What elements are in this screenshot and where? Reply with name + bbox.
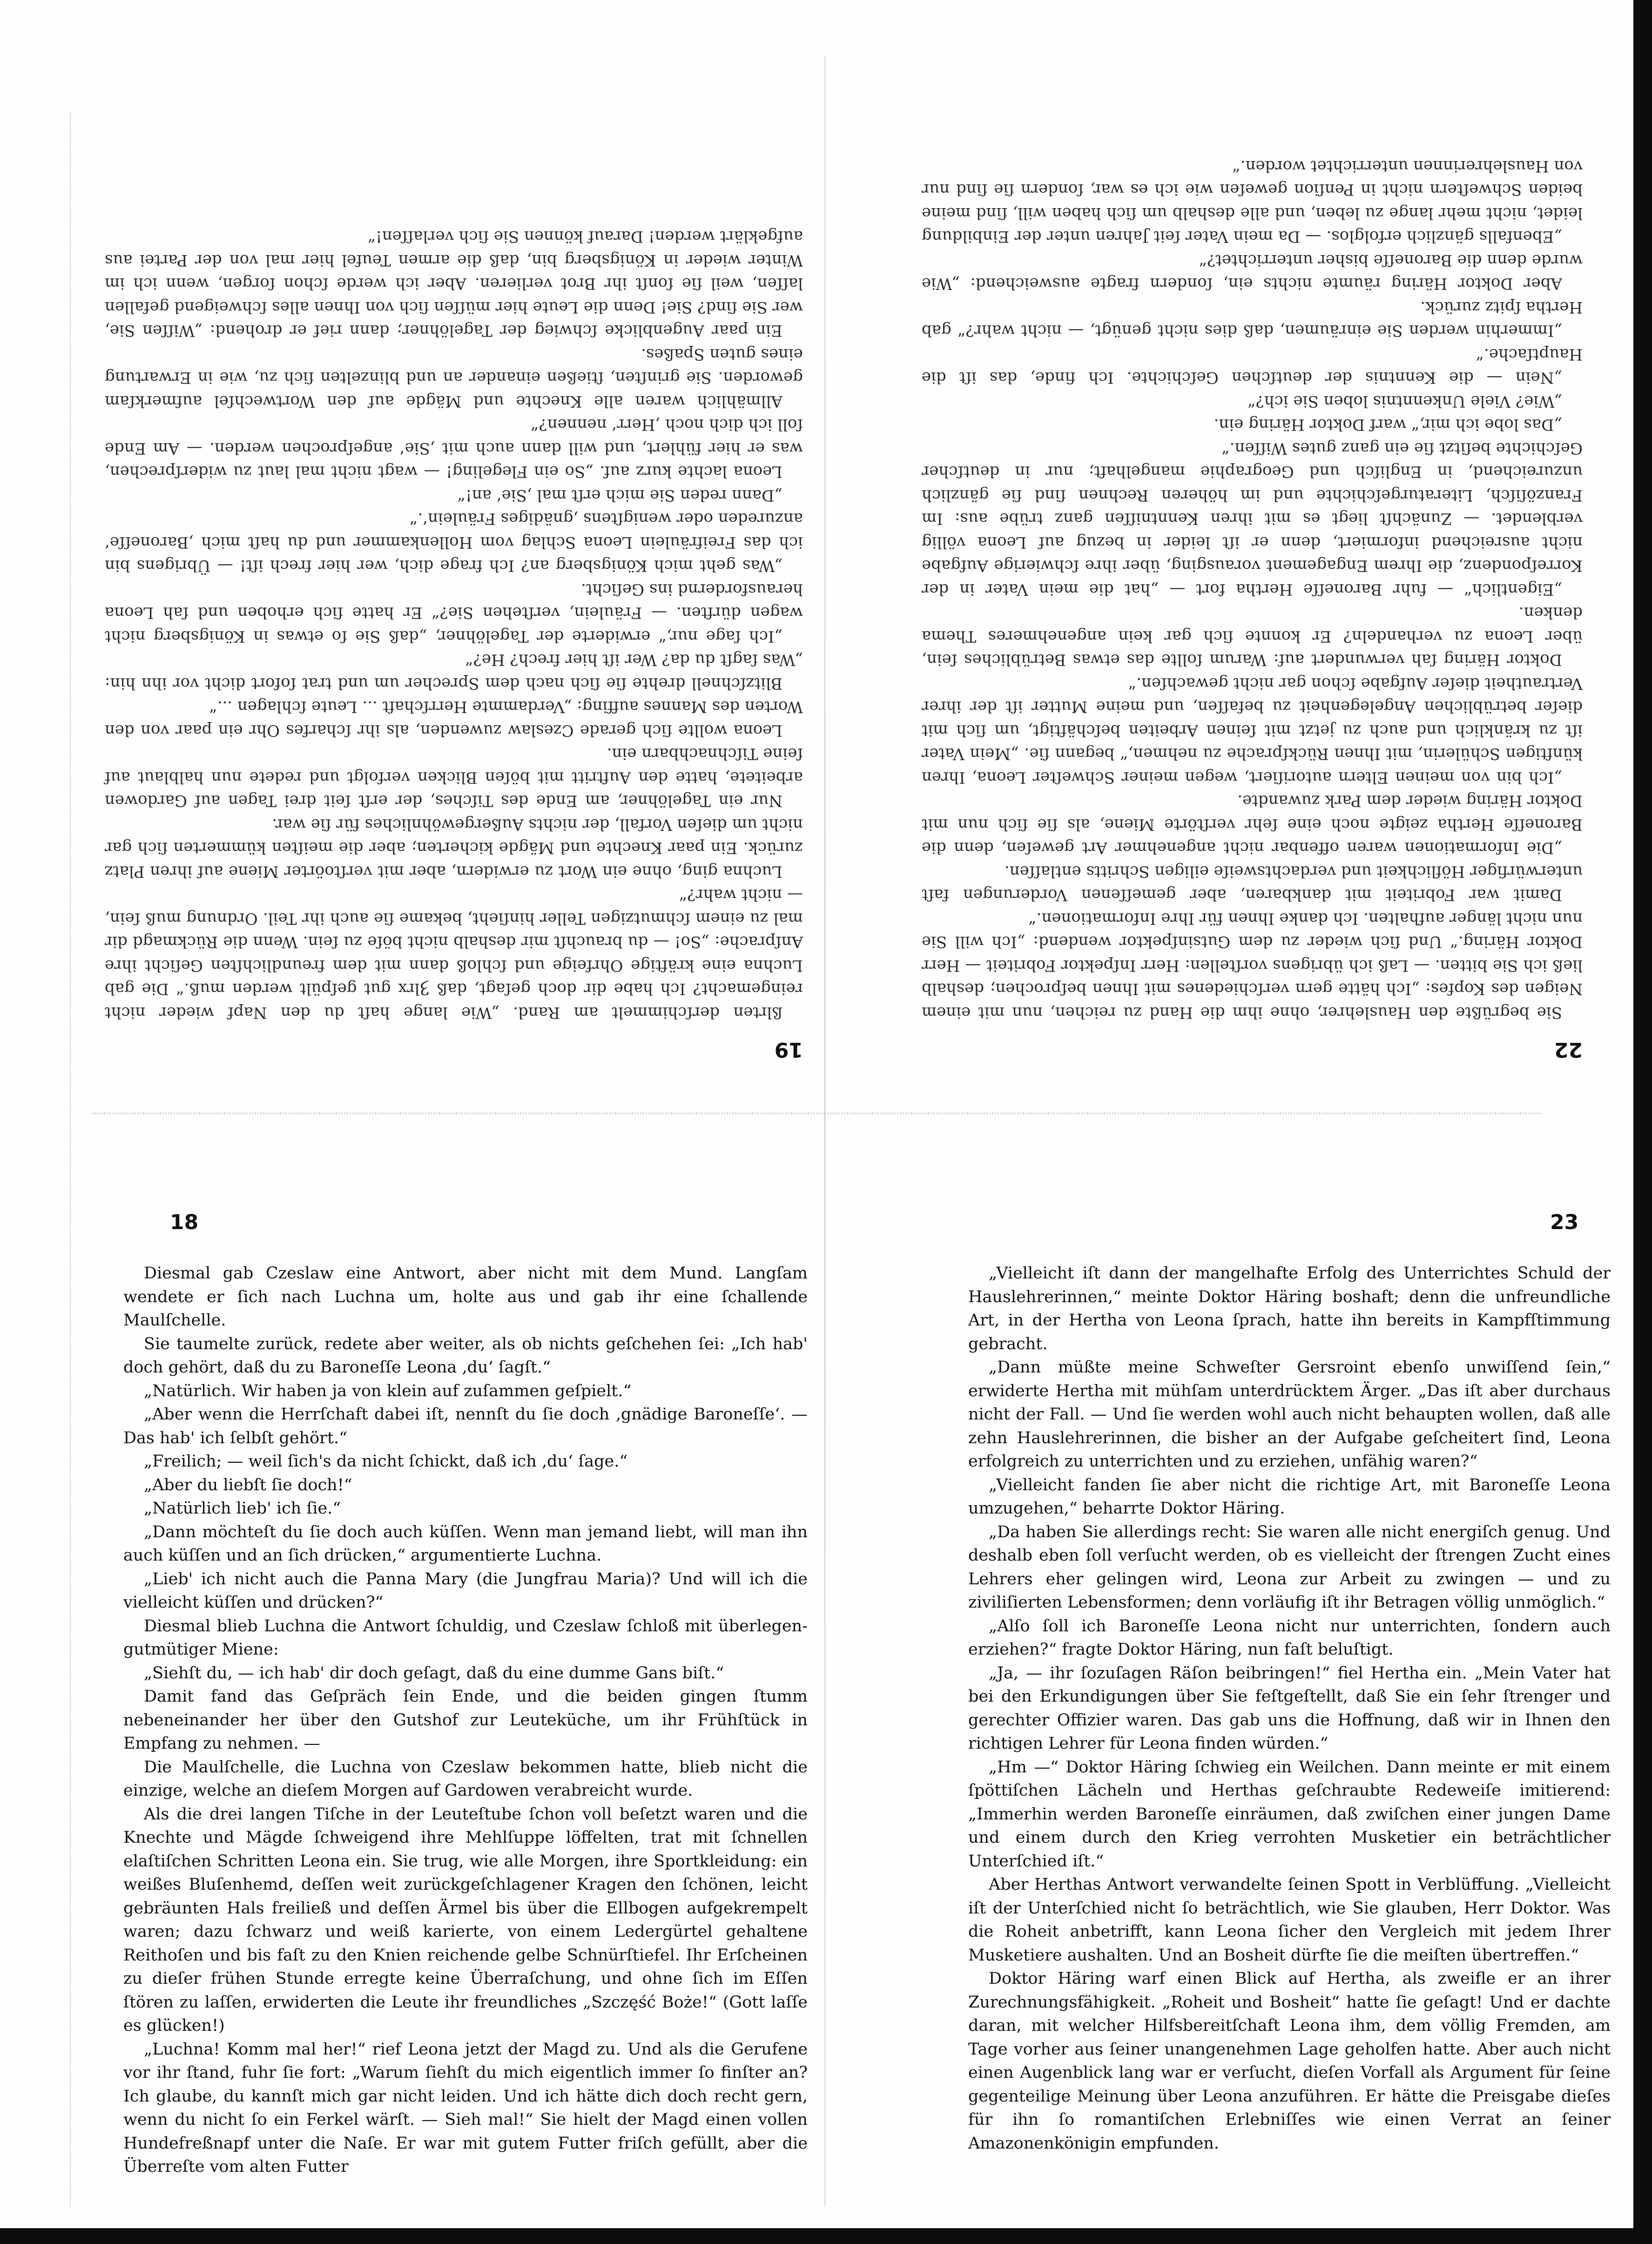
paragraph: „Da haben Sie allerdings recht: Sie waren alle nicht energiſch genug. Und deshalb eben ſoll verſucht werden, ob es vielleicht der ſtrengen Zucht eines Lehrers eher gelingen wird, Leona zur Arbeit zu zwingen — und zu ziviliſierten Lebensformen; denn vorläufig iſt ihr Betragen völlig unmöglich.“	[968, 1522, 1611, 1612]
paragraph: „Aber du liebſt ſie doch!“	[144, 1475, 352, 1494]
paragraph: Sie begrüßte den Hauslehrer, ohne ihm die Hand zu reichen, nun mit einem Neigen des Kopfes: „Ich hätte gern verſchiedenes mit Ihnen beſprochen; deshalb ließ ich Sie bitten. — Laß ich übrigens vorſtellen: Herr Inſpektor Fobriteit — Herr Doktor Häring.“ Und ſich wieder zu dem Gutsinſpektor wendend: „Ich will Sie nun nicht länger aufhalten. Ich danke Ihnen für Ihre Informationen.“	[922, 909, 1583, 1022]
paragraph: Leona wollte ſich gerade Czeslaw zuwenden, als ihr ſcharfes Ohr ein paar von den Worten des Mannes auffing: „Verdammte Herrſchaft ... Leute ſchlagen ...“	[105, 697, 803, 740]
text-column	[922, 155, 1583, 1025]
paragraph: Diesmal gab Czeslaw eine Antwort, aber nicht mit dem Mund. Langſam wendete er ſich nach Luchna um, holte aus und gab ihr eine ſchallende Maulſchelle.	[123, 1264, 808, 1330]
paragraph: „Dann möchteſt du ſie doch auch küſſen. Wenn man jemand liebt, will man ihn auch küſſen und an ſich drücken,“ argumentierte Luchna.	[123, 1522, 808, 1565]
paragraph: „Vielleicht iſt dann der mangelhafte Erfolg des Unterrichtes Schuld der Hauslehrerinnen,“ meinte Doktor Häring boshaft; denn die unfreundliche Art, in der Hertha von Leona ſprach, hatte ihn bereits in Kampfſtimmung gebracht.	[968, 1264, 1611, 1353]
page-number: 19	[774, 1038, 803, 1061]
paragraph: „Freilich; — weil ſich's da nicht ſchickt, daß ich ‚du‘ ſage.“	[144, 1452, 628, 1471]
paragraph: „Nein — die Kenntnis der deutſchen Geſchichte. Ich finde, das iſt die Hauptſache.“	[922, 345, 1583, 387]
page-divider	[93, 1113, 1541, 1114]
scan-edge-marks	[70, 112, 74, 2207]
paragraph: Ein paar Augenblicke ſchwieg der Tagelöhner; dann rief er drohend: „Wiſſen Sie, wer Sie ſind? Sie! Denn die Leute hier müſſen ſich von Ihnen alles ſchweigend gefallen laſſen, weil ſie ſonſt ihr Brot verlieren. Aber ich werde ſchon ſorgen, wenn ich im Winter wieder in Königsberg bin, daß die armen Teufel hier mal von der Partei aus aufgeklärt werden! Darauf können Sie ſich verlaſſen!“	[105, 227, 803, 340]
paragraph: Doktor Häring ſah verwundert auf: Warum ſollte das etwas Betrübliches ſein, über Leona zu verhandeln? Er konnte ſich gar kein angenehmeres Thema denken.	[922, 603, 1583, 669]
paragraph: Damit fand das Geſpräch ſein Ende, und die beiden gingen ſtumm nebeneinander her über den Gutshof zur Leuteküche, um ihr Frühſtück in Empfang zu nehmen. —	[123, 1687, 808, 1753]
page-fold	[824, 56, 826, 2207]
paragraph: „Die Informationen waren offenbar nicht angenehmer Art geweſen, denn die Baroneſſe Hertha zeigte noch eine ſehr verſtörte Miene, als ſie ſich nun mit Doktor Häring wieder dem Park zuwandte.	[922, 791, 1583, 858]
paragraph: Aber Doktor Häring räumte nichts ein, ſondern fragte ausweichend: „Wie wurde denn die Baroneſſe bisher unterrichtet?“	[922, 251, 1583, 293]
bottom-left-page	[91, 1210, 817, 2211]
paragraph: „Immerhin werden Sie einräumen, daß dies nicht genügt, — nicht wahr?“ gab Hertha ſpitz zurück.	[922, 298, 1583, 340]
paragraph: „Eigentlich“ — fuhr Baroneſſe Hertha fort — „hat die mein Vater in der Korreſpondenz, die Ihrem Engagement vorausging, über ihre ſchwierige Aufgabe nicht ausreichend informiert, denn er iſt leider in bezug auf Leona völlig verblendet. — Zunächſt liegt es mit ihren Kenntniſſen ganz trübe aus: Im Franzöſiſch, Literaturgeſchichte und im höheren Rechnen ſind ſie gänzlich unzureichend, in Engliſch und Geographie mangelhaft; nur in deutſcher Geſchichte beſitzt ſie ein ganz gutes Wiſſen.“	[922, 439, 1583, 599]
paragraph: „Aber wenn die Herrſchaft dabei iſt, nennſt du ſie doch ‚gnädige Baroneſſe‘. — Das hab' ich ſelbſt gehört.“	[123, 1405, 808, 1447]
paragraph: Sie taumelte zurück, redete aber weiter, als ob nichts geſchehen ſei: „Ich hab' doch gehört, daß du zu Baroneſſe Leona ‚du‘ ſagſt.“	[123, 1334, 808, 1377]
top-right-page	[908, 116, 1597, 1061]
paragraph: Diesmal blieb Luchna die Antwort ſchuldig, und Czeslaw ſchloß mit überlegen-gutmütiger Miene:	[123, 1616, 808, 1659]
paragraph: „Siehſt du, — ich hab' dir doch geſagt, daß du eine dumme Gans biſt.“	[144, 1663, 724, 1683]
paragraph: „Dann reden Sie mich erſt mal ‚Sie‘ an!“	[457, 486, 782, 505]
paragraph: „Dann müßte meine Schweſter Gersroint ebenſo unwiſſend ſein,“ erwiderte Hertha mit mühſam unterdrücktem Ärger. „Das iſt aber durchaus nicht der Fall. — Und ſie werden wohl auch nicht behaupten wollen, daß alle zehn Hauslehrerinnen, die bisher an der Aufgabe geſcheitert ſind, Leona erfolgreich zu unterrichten und zu erziehen, unfähig waren?“	[968, 1358, 1611, 1471]
paragraph: „Das lobe ich mir,“ warf Doktor Häring ein.	[1214, 415, 1562, 434]
paragraph: Allmählich waren alle Knechte und Mägde auf den Wortwechſel aufmerkſam geworden. Sie grinſten, ſtießen einander an und blinzelten ſich zu, wie in Erwartung eines guten Spaßes.	[105, 345, 803, 411]
scan-border-right	[1633, 0, 1652, 2244]
paragraph: „Vielleicht fanden ſie aber nicht die richtige Art, mit Baroneſſe Leona umzugehen,“ beharrte Doktor Häring.	[968, 1475, 1611, 1518]
paragraph: Damit war Fobriteit mit dankbaren, aber gemeſſenen Vorderungen faſt unterwürfiger Höflichkeit und verdachtsweiſe eiligen Schritts entlaſſen.	[922, 862, 1583, 905]
paragraph: Aber Herthas Antwort verwandelte ſeinen Spott in Verblüffung. „Vielleicht iſt der Unterſchied nicht ſo beträchtlich, wie Sie glauben, Herr Doktor. Was die Roheit anbetrifft, kann Leona ſicher den Vergleich mit jedem Ihrer Musketiere aushalten. Und an Bosheit dürfte ſie die meiſten übertreffen.“	[968, 1875, 1611, 1965]
paragraph: „Natürlich lieb' ich ſie.“	[144, 1499, 341, 1518]
paragraph: Luchna ging, ohne ein Wort zu erwidern, aber mit verſtoörter Miene auf ihren Platz zurück. Ein paar Knechte und Mägde kicherten; aber die meiſten kümmerten ſich gar nicht um dieſen Vorfall, der nichts Außergewöhnliches für ſie war.	[105, 815, 803, 881]
paragraph: ßlrten derſchimmelt am Rand. „Wie lange haſt du den Napf wieder nicht reingemacht? Ich habe dir doch geſagt, daß Ȝlrx gut geſpült werden muß.“ Die gab Luchna eine kräftige Ohrfeige und ſchloß dann mit dem freundlichſten Geſicht ihre Anſprache: „So! — du brauchſt mir deshalb nicht böſe zu ſein. Wenn die Rückmagd dir mal zu einem ſchmutzigen Teller hinſieht, bekame ſie auch ihr Teil. Ordnung muß ſein, — nicht wahr?“	[105, 885, 803, 1022]
page-number: 22	[1554, 1038, 1583, 1061]
page-number: 18	[170, 1210, 199, 1234]
paragraph: „Ja, — ihr ſozuſagen Räſon beibringen!“ fiel Hertha ein. „Mein Vater hat bei den Erkundigungen über Sie feſtgeſtellt, daß Sie ein ſehr ſtrenger und gerechter Offizier waren. Das gab uns die Hoffnung, daß wir in Ihnen den richtigen Lehrer für Leona finden würden.“	[968, 1663, 1611, 1753]
paragraph: Die Maulſchelle, die Luchna von Czeslaw bekommen hatte, blieb nicht die einzige, welche an dieſem Morgen auf Gardowen verabreicht wurde.	[123, 1757, 808, 1800]
paragraph: „Hm —“ Doktor Häring ſchwieg ein Weilchen. Dann meinte er mit einem ſpöttiſchen Lächeln und Herthas geſchraubte Redeweiſe imitierend: „Immerhin werden Baroneſſe einräumen, daß zwiſchen einer jungen Dame und einem durch den Krieg verrohten Musketier ein beträchtlicher Unterſchied iſt.“	[968, 1757, 1611, 1871]
paragraph: Doktor Häring warf einen Blick auf Hertha, als zweifle er an ihrer Zurechnungsfähigkeit. „Roheit und Bosheit“ hatte ſie geſagt! Und er dachte daran, mit welcher Hilfsbereitſchaft Leona ihm, dem völlig Fremden, am Tage vorher aus ſeiner unangenehmen Lage geholfen hatte. Aber auch nicht einen Augenblick lang war er verſucht, dieſen Vorfall als Argument für ſeine gegenteilige Meinung über Leona anzuführen. Er hätte die Preisgabe dieſes für ihn ſo romantiſchen Erlebniſſes wie einen Verrat an ſeiner Amazonenkönigin empfunden.	[968, 1969, 1611, 2153]
paragraph: „Was geht mich Königsberg an? Ich frage dich, wer hier frech iſt! — Übrigens bin ich das Freifräulein Leona Schlag vom Hollenkammer und du haſt mich ‚Baroneſſe‘ anzureden oder wenigſtens ‚gnädiges Fräulein‘.“	[105, 509, 803, 575]
paragraph: „Ich ſage nur,“ erwiderte der Tagelöhner, „daß Sie ſo etwas in Königsberg nicht wagen dürften. — Fräulein, verſtehen Sie?“ Er hatte ſich erhoben und ſah Leona herausfordernd ins Geſicht.	[105, 580, 803, 646]
bottom-right-page	[959, 1210, 1620, 2211]
text-column	[105, 225, 803, 1024]
paragraph: „Wie? Viele Unkenntnis loben Sie ich?“	[1247, 392, 1562, 411]
paragraph: „Luchna! Komm mal her!“ rief Leona jetzt der Magd zu. Und als die Gerufene vor ihr ſtand, fuhr ſie fort: „Warum ſiehſt du mich eigentlich immer ſo finſter an? Ich glaube, du kannſt mich gar nicht leiden. Und ich hätte dich doch recht gern, wenn du nicht ſo ein Ferkel wärſt. — Sieh mal!“ Sie hielt der Magd einen vollen Hundefreßnapf unter die Naſe. Er war mit gutem Futter friſch gefüllt, aber die Überreſte vom alten Futter	[123, 2040, 808, 2176]
paragraph: „Natürlich. Wir haben ja von klein auf zuſammen geſpielt.“	[144, 1381, 632, 1400]
text-column	[968, 1262, 1611, 2155]
paragraph: Blitzſchnell drehte ſie ſich nach dem Sprecher um und trat ſofort dicht vor ihn hin: „Was ſagſt du da? Wer iſt hier frech? He?“	[105, 650, 803, 693]
paragraph: „Ich bin von meinen Eltern autoriſiert, wegen meiner Schweſter Leona, Ihren künftigen Schülerin, mit Ihnen Rückſprache zu nehmen,“ begann ſie. „Mein Vater iſt zu kränklich und auch zu jetzt mit ſeinen Arbeiten beſchäftigt, um ſich mit dieſer betrüblichen Angelegenheit zu befaſſen, und meine Mutter iſt der ihrer Vertrautheit dieſer Aufgabe ſchon gar nicht gewachſen.“	[922, 674, 1583, 787]
text-column	[123, 1262, 808, 2179]
paragraph: „Alſo ſoll ich Baroneſſe Leona nicht nur unterrichten, ſondern auch erziehen?“ fragte Doktor Häring, nun faſt beluſtigt.	[968, 1616, 1611, 1659]
paragraph: Als die drei langen Tiſche in der Leuteſtube ſchon voll beſetzt waren und die Knechte und Mägde ſchweigend ihre Mehlſuppe löffelten, trat mit ſchnellen elaſtiſchen Schritten Leona ein. Sie trug, wie alle Morgen, ihre Sportkleidung: ein weißes Bluſenhemd, deſſen weit zurückgeſchlagener Kragen den ſchönen, leicht gebräunten Hals freiließ und deſſen Ärmel bis über die Ellbogen aufgekrempelt waren; dazu ſchwarz und weiß karierte, von einem Ledergürtel gehaltene Reithoſen und bis faſt zu den Knien reichende gelbe Schnürſtiefel. Ihr Erſcheinen zu dieſer frühen Stunde erregte keine Überraſchung, und ohne ſich im Eſſen ſtören zu laſſen, erwiderten die Leute ihr freundliches „Szczęść Boże!“ (Gott laſſe es glücken!)	[123, 1805, 808, 2035]
paragraph: „Ebenfalls gänzlich erfolglos. — Da mein Vater ſeit Jahren unter der Einbildung leidet, nicht mehr lange zu leben, und alle deshalb um ſich haben will, ſind meine beiden Schweſtern nicht in Penſion geweſen wie ich es war, ſondern ſie ſind nur von Hauslehrerinnen unterrichtet worden.“	[922, 157, 1583, 246]
paragraph: „Lieb' ich nicht auch die Panna Mary (die Jungfrau Maria)? Und will ich die vielleicht küſſen und drücken?“	[123, 1569, 808, 1612]
scan-border-bottom	[0, 2228, 1652, 2244]
paragraph: Nur ein Tagelöhner, am Ende des Tiſches, der erſt ſeit drei Tagen auf Gardowen arbeitete, hatte den Auftritt mit böſen Blicken verfolgt und redete nun halblaut auf ſeine Tiſchnachbarn ein.	[105, 744, 803, 811]
paragraph: Leona lachte kurz auf. „So ein Flegeling! — wagt nicht mal laut zu widerſprechen, was er hier fühlert, und will dann auch mit ‚Sie‘ angeſprochen werden. — Am Ende ſoll ich dich noch ‚Herr‘ nennen?“	[105, 415, 803, 481]
page-number: 23	[1550, 1210, 1579, 1234]
top-left-page	[91, 116, 817, 1061]
